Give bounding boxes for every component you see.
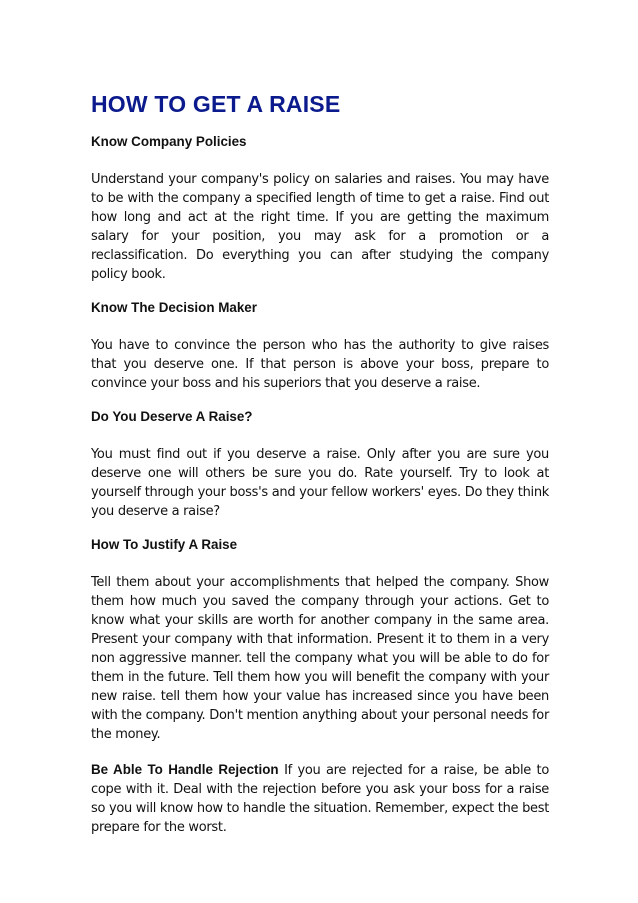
section-body (91, 760, 549, 837)
section-handle-rejection (91, 760, 549, 837)
section-body: You have to convince the person who has the authority to give raises that you deserve one. If that person is above your boss, prepare to convince your boss and his superiors that you deserve a raise. (91, 338, 549, 391)
section-heading: Be Able To Handle Rejection (91, 762, 279, 777)
section-body: Tell them about your accomplishments that helped the company. Show them how much you saved the company through your actions. Get to know what your skills are worth for another company in the same area. Present your company with that information. Present it to them in a very non aggressive manner. tell the company what you will be able to do for them in the future. Tell them how you will benefit the company with your new raise. tell them how your value has increased since you have been with the company. Don't mention anything about your personal needs for the money. (91, 575, 549, 742)
section-body: Understand your company's policy on salaries and raises. You may have to be with the company a specified length of time to get a raise. Find out how long and act at the right time. If you are getting the maximum salary for your position, you may ask for a promotion or a reclassification. Do everything you can after studying the company policy book. (91, 172, 549, 282)
section-decision-maker (91, 300, 549, 393)
section-heading: Do You Deserve A Raise? (91, 409, 253, 424)
section-body: You must find out if you deserve a raise. Only after you are sure you deserve one will others be sure you do. Rate yourself. Try to look at yourself through your boss's and your fellow workers' eyes. Do they think you deserve a raise? (91, 447, 549, 519)
section-body-text: If you are rejected for a raise, be able to cope with it. Deal with the rejection before you ask your boss for a raise so you will know how to handle the situation. Remember, expect the best prepare for the worst. (91, 763, 549, 835)
section-heading: How To Justify A Raise (91, 537, 238, 552)
section-heading: Know The Decision Maker (91, 300, 257, 315)
section-deserve-raise (91, 409, 549, 521)
section-company-policies (91, 134, 549, 284)
section-heading: Know Company Policies (91, 134, 247, 149)
document-title: HOW TO GET A RAISE (91, 91, 341, 117)
section-justify-raise (91, 537, 549, 744)
document-page (91, 88, 549, 853)
